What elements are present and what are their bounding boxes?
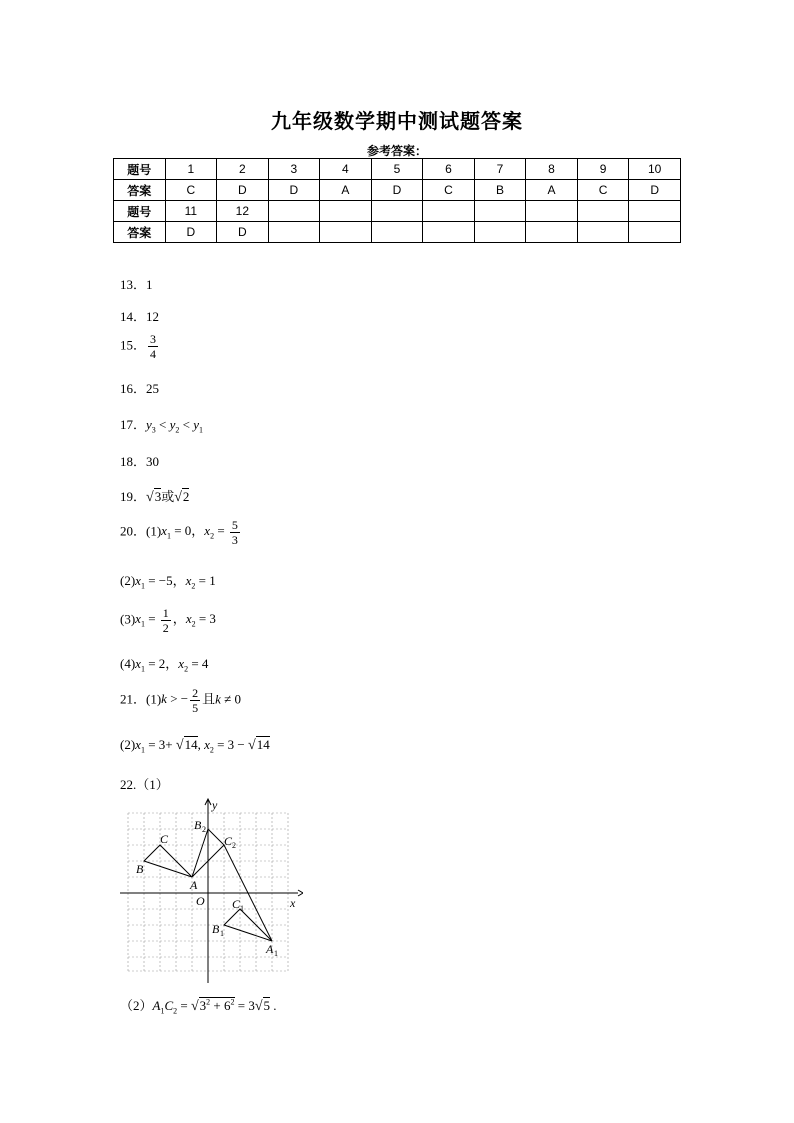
table-cell [423, 222, 475, 243]
table-cell: 9 [577, 159, 629, 180]
answer-number: （2） [120, 998, 153, 1013]
answer-number: (3) [120, 611, 136, 627]
answer-14: 14．12 [120, 309, 160, 324]
conjunction-text: 或 [161, 489, 175, 504]
answer-number: 15． [120, 337, 147, 353]
answer-number: (2) [120, 737, 136, 752]
answer-20-4 [120, 653, 208, 674]
table-cell: B [474, 180, 526, 201]
table-cell [320, 222, 372, 243]
conjunction-text: 且 [202, 691, 216, 707]
table-cell [629, 222, 681, 243]
answer-17 [120, 414, 203, 435]
label-b2-sub: 2 [202, 825, 206, 834]
label-c: C [160, 832, 169, 846]
math-expression: $x_1 = -5$，$x_2 = 1$ [135, 573, 216, 591]
math-expression: $x_1 = 0$，$x_2$ = $\frac{5}{3}$ [161, 518, 238, 547]
table-row [114, 159, 681, 180]
table-cell: D [371, 180, 423, 201]
label-a1: A [266, 942, 274, 956]
table-cell: D [217, 222, 269, 243]
answer-number: 20．(1) [120, 523, 162, 539]
table-row [114, 201, 681, 222]
answer-21-1 [120, 686, 241, 715]
label-a: A [190, 878, 198, 892]
row-label: 题号 [114, 159, 166, 180]
table-cell: 2 [217, 159, 269, 180]
label-b2: B [194, 818, 202, 832]
table-cell [268, 222, 320, 243]
answer-22-1: 22.（1） [120, 777, 169, 792]
label-b1-sub: 1 [220, 929, 224, 938]
table-cell: A [320, 180, 372, 201]
table-cell: 10 [629, 159, 681, 180]
label-c1: C [232, 897, 241, 911]
table-cell: C [577, 180, 629, 201]
table-row [114, 222, 681, 243]
answer-22-2 [120, 995, 277, 1016]
table-cell: 12 [217, 201, 269, 222]
answer-15 [120, 332, 160, 361]
table-cell: 4 [320, 159, 372, 180]
fraction [148, 332, 158, 361]
table-cell: C [165, 180, 217, 201]
table-cell: D [629, 180, 681, 201]
answer-20-3 [120, 606, 216, 635]
table-row [114, 180, 681, 201]
x-axis-arrow [298, 890, 303, 896]
label-x: x [290, 896, 296, 910]
answer-number: 19． [120, 489, 147, 504]
answer-number: 21．(1) [120, 691, 162, 707]
math-expression: $y_3 < y_2 < y_1$ [146, 417, 204, 435]
coordinate-graph [118, 795, 303, 985]
table-cell [577, 222, 629, 243]
answer-19 [120, 486, 189, 506]
answer-20-2 [120, 570, 216, 591]
math-expression: √2 [174, 489, 190, 505]
numerator: 3 [150, 332, 157, 346]
table-cell [629, 201, 681, 222]
table-cell [526, 222, 578, 243]
table-cell [474, 201, 526, 222]
label-c2-sub: 2 [232, 841, 236, 850]
label-b: B [136, 862, 144, 876]
table-cell: C [423, 180, 475, 201]
answer-number: 17． [120, 417, 147, 432]
denominator: 4 [150, 347, 157, 361]
table-cell: 8 [526, 159, 578, 180]
row-label: 答案 [114, 222, 166, 243]
math-expression: $x_1 = 2$，$x_2 = 4$ [135, 656, 209, 674]
math-expression: k ≠ 0 [215, 691, 242, 707]
answer-21-2 [120, 737, 270, 755]
answer-number: (2) [120, 573, 136, 588]
table-cell: D [217, 180, 269, 201]
answer-13: 13．1 [120, 277, 153, 292]
table-cell [577, 201, 629, 222]
label-origin: O [196, 894, 205, 908]
math-expression: $x_1 = 3+ √14$, $x_2 = 3 - √14$ [135, 737, 270, 755]
answer-16: 16．25 [120, 381, 160, 396]
table-cell [268, 201, 320, 222]
table-cell: D [268, 180, 320, 201]
answer-table [113, 158, 681, 243]
math-expression: $A_1C_2 = √3^2 + 6^2 = 3√5$ . [152, 997, 277, 1016]
row-label: 题号 [114, 201, 166, 222]
table-cell: 1 [165, 159, 217, 180]
table-cell: D [165, 222, 217, 243]
reference-answers-label: 参考答案： [366, 144, 427, 158]
math-expression: $x_1$ = $\frac{1}{2}$ ，$x_2 = 3$ [135, 606, 216, 635]
row-label: 答案 [114, 180, 166, 201]
answer-20-1 [120, 518, 242, 547]
math-expression: k > − $\frac{2}{5}$ [161, 686, 199, 715]
table-cell [474, 222, 526, 243]
table-cell [526, 201, 578, 222]
page-title: 九年级数学期中测试题答案 [271, 109, 523, 133]
math-expression: √3 [146, 489, 162, 505]
answer-number: (4) [120, 656, 136, 671]
label-c2: C [224, 834, 233, 848]
answer-18: 18．30 [120, 454, 160, 469]
table-cell: 6 [423, 159, 475, 180]
label-b1: B [212, 922, 220, 936]
table-cell: 5 [371, 159, 423, 180]
label-y: y [212, 798, 218, 812]
label-a1-sub: 1 [274, 949, 278, 958]
label-c1-sub: 1 [240, 904, 244, 913]
table-cell [371, 222, 423, 243]
table-cell [423, 201, 475, 222]
table-cell: 11 [165, 201, 217, 222]
table-cell: A [526, 180, 578, 201]
table-cell: 7 [474, 159, 526, 180]
table-cell [320, 201, 372, 222]
table-cell [371, 201, 423, 222]
table-cell: 3 [268, 159, 320, 180]
